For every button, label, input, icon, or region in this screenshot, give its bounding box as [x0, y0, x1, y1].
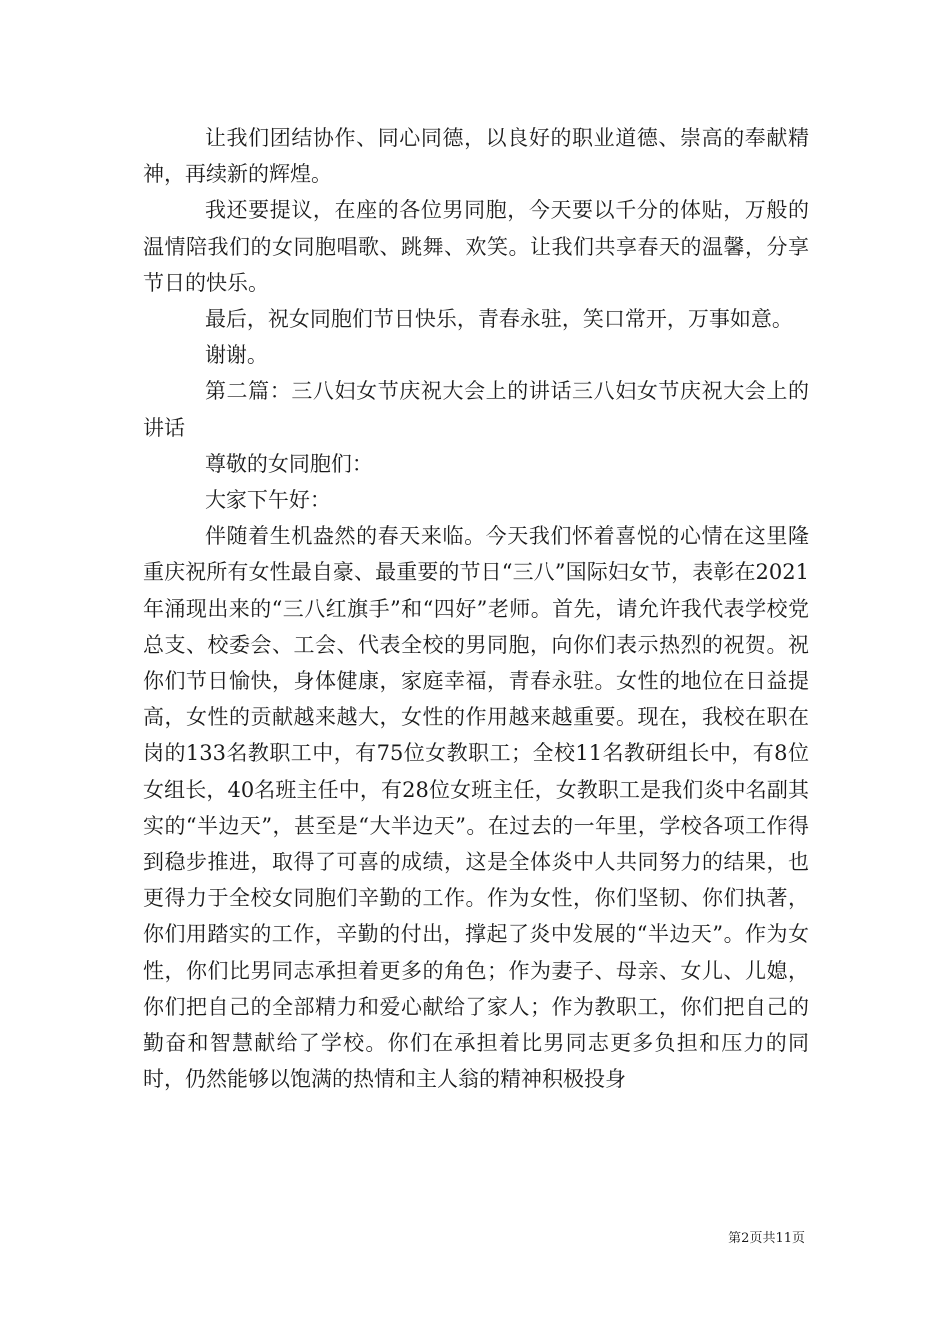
document-body: [143, 120, 809, 1097]
salutation: 尊敬的女同胞们：: [204, 451, 373, 476]
paragraph: 让我们团结协作、同心同德，以良好的职业道德、崇高的奉献精神，再续新的辉煌。: [143, 126, 809, 187]
section-heading: 第二篇：三八妇女节庆祝大会上的讲话三八妇女节庆祝大会上的讲话: [143, 379, 809, 440]
paragraph: 伴随着生机盎然的春天来临。今天我们怀着喜悦的心情在这里隆重庆祝所有女性最自豪、最重要的节日“三八”国际妇女节，表彰在2021年涌现出来的“三八红旗手”和“四好”老师。首先，请允许我代表学校党总支、校委会、工会、代表全校的男同胞，向你们表示热烈的祝贺。祝你们节日愉快，身体健康，家庭幸福，青春永驻。女性的地位在日益提高，女性的贡献越来越大，女性的作用越来越重要。现在，我校在职在岗的133名教职工中，有75位女教职工；全校11名教研组长中，有8位女组长，40名班主任中，有28位女班主任，女教职工是我们炎中名副其实的“半边天”，甚至是“大半边天”。在过去的一年里，学校各项工作得到稳步推进，取得了可喜的成绩，这是全体炎中人共同努力的结果，也更得力于全校女同胞们辛勤的工作。作为女性，你们坚韧、你们执著，你们用踏实的工作，辛勤的付出，撑起了炎中发展的“半边天”。作为女性，你们比男同志承担着更多的角色；作为妻子、母亲、女儿、儿媳，你们把自己的全部精力和爱心献给了家人；作为教职工，你们把自己的勤奋和智慧献给了学校。你们在承担着比男同志更多负担和压力的同时，仍然能够以饱满的热情和主人翁的精神积极投身: [143, 524, 809, 1092]
paragraph: 最后，祝女同胞们节日快乐，青春永驻，笑口常开，万事如意。: [204, 307, 793, 332]
paragraph: 谢谢。: [204, 343, 268, 368]
paragraph: 我还要提议，在座的各位男同胞，今天要以千分的体贴，万般的温情陪我们的女同胞唱歌、跳舞、欢笑。让我们共享春天的温馨，分享节日的快乐。: [143, 198, 809, 295]
greeting: 大家下午好：: [204, 488, 331, 513]
page-number: 第2页共11页: [728, 1231, 805, 1246]
